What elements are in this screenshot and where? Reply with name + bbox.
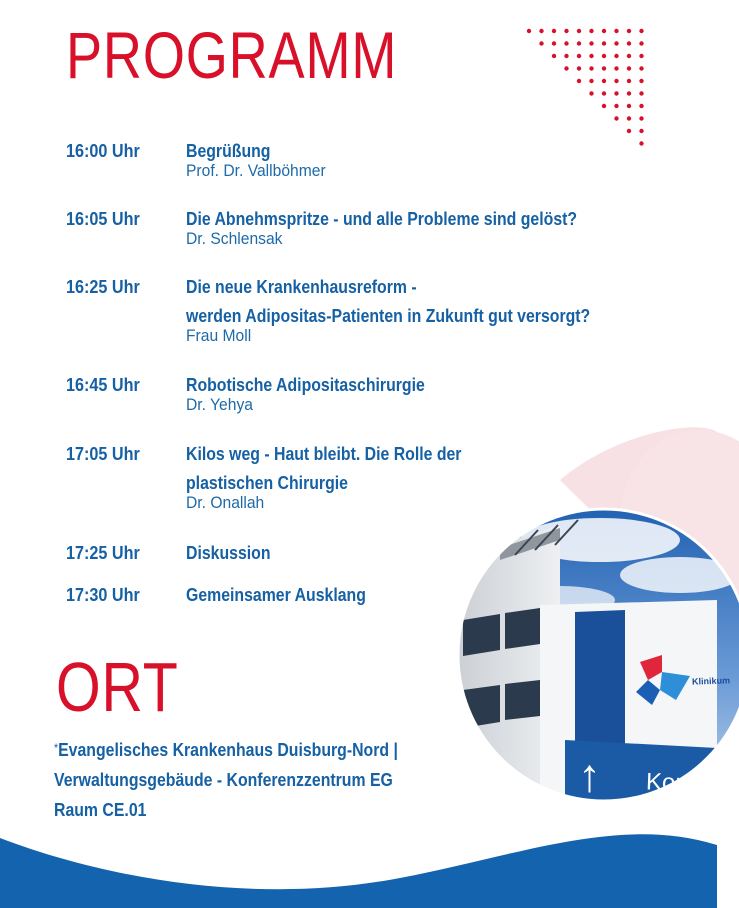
decorative-dot — [577, 54, 581, 58]
talk-speaker: Dr. Schlensak — [186, 229, 283, 248]
decorative-dot — [614, 91, 618, 95]
schedule-time: 17:05 Uhr — [66, 444, 140, 464]
decorative-dot — [627, 66, 631, 70]
decorative-dot — [614, 104, 618, 108]
address-line-2: Verwaltungsgebäude - Konferenzzentrum EG — [54, 770, 393, 790]
decorative-dot — [627, 129, 631, 133]
talk-speaker: Frau Moll — [186, 326, 252, 345]
address-line-3: Raum CE.01 — [54, 800, 147, 820]
schedule-time: 17:30 Uhr — [66, 585, 140, 605]
decorative-dot — [614, 79, 618, 83]
decorative-dot — [627, 116, 631, 120]
photo-arrow-icon: ↑ — [578, 749, 601, 801]
decorative-dot — [577, 29, 581, 33]
talk-title: Gemeinsamer Ausklang — [186, 585, 366, 605]
schedule-talk — [186, 582, 706, 611]
decorative-dot — [564, 29, 568, 33]
decorative-dot — [539, 41, 543, 45]
decorative-dot — [564, 41, 568, 45]
address-asterisk: * — [54, 741, 59, 755]
schedule-time: 16:05 Uhr — [66, 209, 140, 229]
decorative-dot — [577, 66, 581, 70]
decorative-dot — [589, 29, 593, 33]
decorative-dot — [627, 104, 631, 108]
talk-speaker: Prof. Dr. Vallböhmer — [186, 161, 326, 180]
talk-title: plastischen Chirurgie — [186, 473, 348, 493]
talk-title: Begrüßung — [186, 141, 271, 161]
decorative-dot — [552, 54, 556, 58]
schedule-time: 16:25 Uhr — [66, 277, 140, 297]
program-title: PROGRAMM — [66, 18, 398, 92]
dot-pattern-decoration — [524, 26, 649, 151]
decorative-dot — [627, 29, 631, 33]
decorative-dot — [602, 104, 606, 108]
decorative-dot — [589, 66, 593, 70]
decorative-dot — [614, 29, 618, 33]
decorative-dot — [527, 29, 531, 33]
location-address — [54, 735, 445, 825]
schedule-time: 16:45 Uhr — [66, 375, 140, 395]
schedule-talk — [186, 372, 706, 415]
decorative-dot — [589, 79, 593, 83]
decorative-dot — [614, 116, 618, 120]
decorative-dot — [614, 41, 618, 45]
schedule-time: 16:00 Uhr — [66, 141, 140, 161]
decorative-dot — [589, 41, 593, 45]
talk-title: Die neue Krankenhausreform - — [186, 277, 417, 297]
decorative-dot — [539, 29, 543, 33]
decorative-dot — [602, 66, 606, 70]
photo-sign-text: Konferer — [645, 768, 739, 799]
decorative-dot — [639, 66, 643, 70]
decorative-dot — [639, 29, 643, 33]
schedule-talk — [186, 540, 706, 569]
decorative-dot — [589, 91, 593, 95]
bottom-wave — [0, 834, 717, 908]
decorative-dot — [627, 79, 631, 83]
talk-title: Diskussion — [186, 543, 271, 563]
talk-speaker: Dr. Onallah — [186, 493, 265, 512]
decorative-dot — [564, 54, 568, 58]
talk-title: Die Abnehmspritze - und alle Probleme sind gelöst? — [186, 209, 578, 229]
decorative-dot — [639, 116, 643, 120]
decorative-dot — [577, 79, 581, 83]
decorative-dot — [639, 54, 643, 58]
decorative-dot — [614, 54, 618, 58]
decorative-dot — [602, 41, 606, 45]
talk-title: werden Adipositas-Patienten in Zukunft gut versorgt? — [186, 306, 591, 326]
talk-title: Robotische Adipositaschirurgie — [186, 375, 425, 395]
decorative-dot — [627, 91, 631, 95]
decorative-dot — [614, 66, 618, 70]
decorative-dot — [552, 41, 556, 45]
decorative-dot — [589, 54, 593, 58]
location-title: ORT — [56, 648, 179, 726]
decorative-dot — [602, 29, 606, 33]
schedule-talk — [186, 206, 706, 249]
decorative-dot — [602, 79, 606, 83]
talk-title: Kilos weg - Haut bleibt. Die Rolle der — [186, 444, 462, 464]
decorative-dot — [639, 129, 643, 133]
decorative-dot — [639, 79, 643, 83]
address-line-1: *Evangelisches Krankenhaus Duisburg-Nord | — [54, 740, 398, 760]
schedule-talk — [186, 441, 706, 513]
decorative-dot — [602, 91, 606, 95]
decorative-dot — [639, 91, 643, 95]
decorative-dot — [602, 54, 606, 58]
decorative-dot — [627, 54, 631, 58]
decorative-dot — [639, 104, 643, 108]
decorative-dot — [577, 41, 581, 45]
talk-speaker: Dr. Yehya — [186, 395, 253, 414]
decorative-dot — [564, 66, 568, 70]
decorative-dot — [627, 41, 631, 45]
photo-logo-text: Klinikum — [691, 675, 731, 687]
schedule-time: 17:25 Uhr — [66, 543, 140, 563]
decorative-dot — [639, 41, 643, 45]
schedule-talk — [186, 274, 706, 346]
decorative-dot — [552, 29, 556, 33]
schedule-talk — [186, 138, 706, 181]
